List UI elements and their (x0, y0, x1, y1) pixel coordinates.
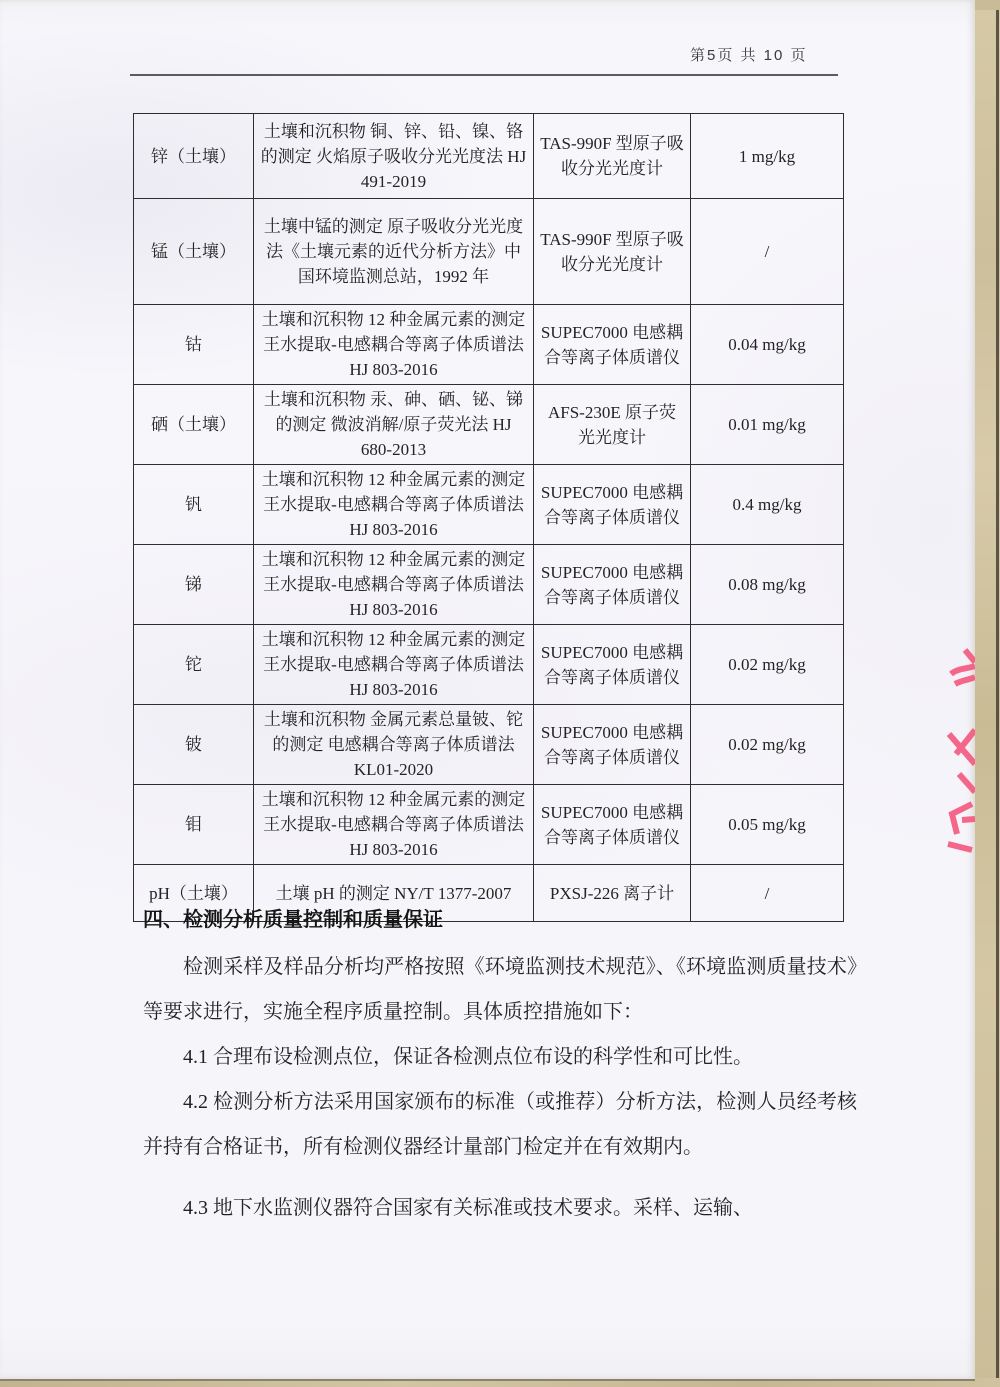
table-row (134, 625, 844, 705)
section-paragraph: 4.3 地下水监测仪器符合国家有关标准或技术要求。采样、运输、 (183, 1197, 753, 1219)
table-row (134, 545, 844, 625)
limit-cell: 0.08 mg/kg (691, 545, 844, 625)
red-stamp-fragment-icon (934, 642, 975, 858)
limit-cell: / (691, 199, 844, 305)
param-cell: pH（土壤） (134, 865, 254, 922)
param-cell: 铍 (134, 705, 254, 785)
limit-cell: 0.01 mg/kg (691, 385, 844, 465)
qa-section (143, 903, 857, 1231)
method-cell: 土壤和沉积物 12 种金属元素的测定 王水提取-电感耦合等离子体质谱法 HJ 803-2016 (254, 545, 534, 625)
method-cell: 土壤和沉积物 金属元素总量铍、铊的测定 电感耦合等离子体质谱法 KL01-2020 (254, 705, 534, 785)
method-cell: 土壤和沉积物 12 种金属元素的测定 王水提取-电感耦合等离子体质谱法 HJ 803-2016 (254, 785, 534, 865)
table-row (134, 305, 844, 385)
instrument-cell: AFS-230E 原子荧光光度计 (534, 385, 691, 465)
instrument-cell: TAS-990F 型原子吸收分光光度计 (534, 199, 691, 305)
param-cell: 钴 (134, 305, 254, 385)
section-heading: 四、检测分析质量控制和质量保证 (143, 909, 443, 931)
limit-cell: 1 mg/kg (691, 114, 844, 199)
method-cell: 土壤和沉积物 12 种金属元素的测定 王水提取-电感耦合等离子体质谱法 HJ 803-2016 (254, 305, 534, 385)
table-row (134, 785, 844, 865)
param-cell: 硒（土壤） (134, 385, 254, 465)
method-cell: 土壤和沉积物 铜、锌、铅、镍、铬的测定 火焰原子吸收分光光度法 HJ 491-2019 (254, 114, 534, 199)
limit-cell: 0.02 mg/kg (691, 705, 844, 785)
instrument-cell: TAS-990F 型原子吸收分光光度计 (534, 114, 691, 199)
limit-cell: 0.02 mg/kg (691, 625, 844, 705)
param-cell: 锰（土壤） (134, 199, 254, 305)
page-number-indicator: 第5页 共 10 页 (690, 47, 808, 64)
instrument-cell: SUPEC7000 电感耦合等离子体质谱仪 (534, 545, 691, 625)
section-paragraph: 4.1 合理布设检测点位，保证各检测点位布设的科学性和可比性。 (183, 1046, 753, 1068)
section-paragraph: 检测采样及样品分析均严格按照《环境监测技术规范》、《环境监测质量技术》等要求进行，实施全程序质量控制。具体质控措施如下： (143, 956, 857, 1023)
instrument-cell: SUPEC7000 电感耦合等离子体质谱仪 (534, 785, 691, 865)
instrument-cell: SUPEC7000 电感耦合等离子体质谱仪 (534, 465, 691, 545)
param-cell: 锌（土壤） (134, 114, 254, 199)
table-row (134, 114, 844, 199)
method-cell: 土壤中锰的测定 原子吸收分光光度法《土壤元素的近代分析方法》中国环境监测总站，1992 年 (254, 199, 534, 305)
param-cell: 铊 (134, 625, 254, 705)
scanner-edge-line (996, 10, 999, 1387)
limit-cell: 0.05 mg/kg (691, 785, 844, 865)
instrument-cell: SUPEC7000 电感耦合等离子体质谱仪 (534, 305, 691, 385)
limit-cell: / (691, 865, 844, 922)
param-cell: 钒 (134, 465, 254, 545)
method-cell: 土壤和沉积物 汞、砷、硒、铋、锑的测定 微波消解/原子荧光法 HJ 680-2013 (254, 385, 534, 465)
instrument-cell: PXSJ-226 离子计 (534, 865, 691, 922)
param-cell: 钼 (134, 785, 254, 865)
table-row (134, 465, 844, 545)
table-row (134, 385, 844, 465)
table-row (134, 199, 844, 305)
limit-cell: 0.4 mg/kg (691, 465, 844, 545)
method-cell: 土壤 pH 的测定 NY/T 1377-2007 (254, 865, 534, 922)
instrument-cell: SUPEC7000 电感耦合等离子体质谱仪 (534, 705, 691, 785)
limit-cell: 0.04 mg/kg (691, 305, 844, 385)
test-method-table (133, 113, 844, 922)
table-row (134, 705, 844, 785)
param-cell: 锑 (134, 545, 254, 625)
method-cell: 土壤和沉积物 12 种金属元素的测定 王水提取-电感耦合等离子体质谱法 HJ 803-2016 (254, 465, 534, 545)
instrument-cell: SUPEC7000 电感耦合等离子体质谱仪 (534, 625, 691, 705)
header-rule (130, 74, 838, 76)
method-cell: 土壤和沉积物 12 种金属元素的测定 王水提取-电感耦合等离子体质谱法 HJ 803-2016 (254, 625, 534, 705)
section-paragraph: 4.2 检测分析方法采用国家颁布的标准（或推荐）分析方法，检测人员经考核并持有合格证书，所有检测仪器经计量部门检定并在有效期内。 (143, 1091, 857, 1158)
